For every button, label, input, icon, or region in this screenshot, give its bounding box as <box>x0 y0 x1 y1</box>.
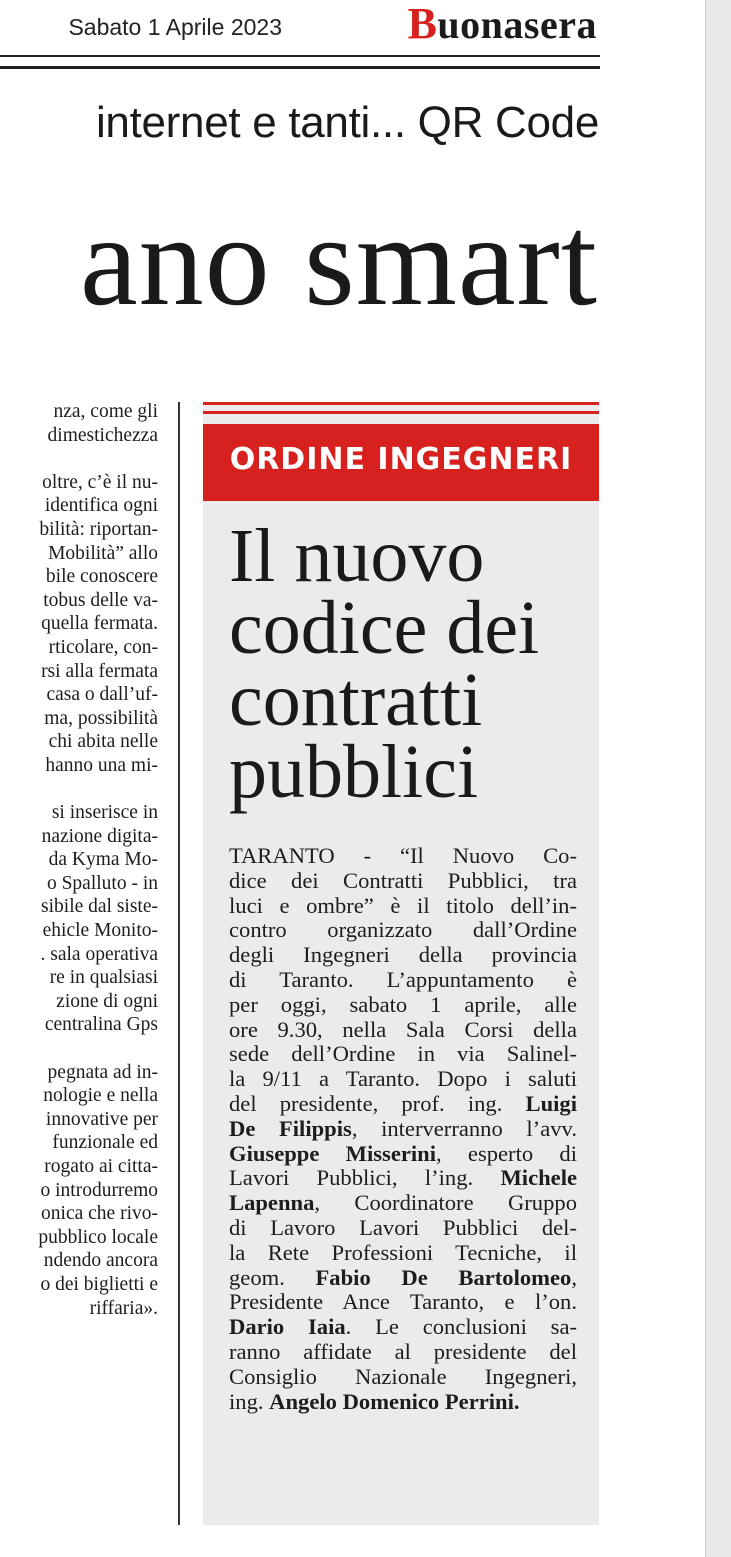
box-rule <box>203 402 599 405</box>
article-text-line: centralina Gps <box>44 1014 158 1036</box>
article-text-line: o Spalluto - in <box>46 872 158 894</box>
article-text-line: ehicle Monito- <box>42 920 158 942</box>
box-text-line: geom. Fabio De Bartolomeo, <box>229 1264 577 1290</box>
box-text-line: dice dei Contratti Pubblici, tra <box>229 867 577 893</box>
column-divider <box>178 402 180 1525</box>
article-text-line: si inserisce in <box>51 802 158 824</box>
article-text-line: chi abita nelle <box>48 731 158 753</box>
box-text-line: degli Ingegneri della provincia <box>229 942 577 968</box>
box-rule <box>203 411 599 414</box>
box-article-body <box>229 844 577 1414</box>
article-text-line: nazione digita- <box>41 825 158 847</box>
article-text-line: quella fermata. <box>41 613 158 635</box>
article-text-line: zione di ogni <box>56 990 158 1012</box>
article-text-line: oltre, c’è il nu- <box>42 471 158 493</box>
box-headline-line: pubblici <box>229 730 479 814</box>
article-text-line: identifica ogni <box>44 495 158 517</box>
article-text-line: da Kyma Mo- <box>48 849 158 871</box>
article-text-line: innovative per <box>45 1108 158 1130</box>
article-text-line: ndendo ancora <box>43 1250 158 1272</box>
box-text-line: Presidente Ance Taranto, e l’on. <box>229 1289 577 1315</box>
masthead-rule-top <box>0 55 600 57</box>
box-text-line: ranno affidate al presidente del <box>229 1338 577 1364</box>
article-text-line: o dei biglietti e <box>40 1273 158 1295</box>
article-text-line: pegnata ad in- <box>47 1061 158 1083</box>
box-text-line: contro organizzato dall’Ordine <box>229 917 577 943</box>
article-text-line: nza, come gli <box>53 401 158 422</box>
article-text-line: riffaria». <box>89 1297 158 1319</box>
box-text-line: ing. Angelo Domenico Perrini. <box>229 1388 520 1414</box>
box-headline <box>229 514 589 814</box>
article-text-line: hanno una mi- <box>45 754 158 776</box>
article-text-line: re in qualsiasi <box>49 967 158 989</box>
box-text-line: per oggi, sabato 1 aprile, alle <box>229 991 577 1017</box>
article-text-line: ma, possibilità <box>44 707 158 729</box>
article-text-line: rogato ai citta- <box>44 1156 158 1177</box>
box-text-line: Dario Iaia. Le conclusioni sa- <box>229 1314 578 1340</box>
article-text-line: bile conoscere <box>45 566 158 588</box>
section-label: ORDINE INGEGNERI <box>229 442 573 477</box>
page-edge-gutter <box>705 0 731 1557</box>
issue-date: Sabato 1 Aprile 2023 <box>68 14 282 40</box>
masthead-rule-bottom <box>0 66 600 69</box>
article-text-line: tobus delle va- <box>43 589 158 611</box>
main-article-column <box>0 400 158 1530</box>
article-kicker: internet e tanti... QR Code <box>95 98 599 147</box>
article-text-line: pubblico locale <box>38 1226 158 1248</box>
box-text-line: luci e ombre” è il titolo dell’in- <box>229 892 577 918</box>
article-text-line: o introdurremo <box>40 1179 158 1201</box>
box-text-line: De Filippis, interverranno l’avv. <box>229 1115 578 1141</box>
article-text-line: dimestichezza <box>47 424 158 446</box>
newspaper-logo: Buonasera <box>407 0 597 48</box>
box-text-line: ore 9.30, nella Sala Corsi della <box>229 1016 577 1042</box>
article-text-line: funzionale ed <box>52 1132 158 1154</box>
sidebar-box <box>203 402 599 1525</box>
box-text-line: di Lavoro Lavori Pubblici del- <box>229 1214 577 1240</box>
box-text-line: Lavori Pubblici, l’ing. Michele <box>229 1165 577 1191</box>
box-text-line: TARANTO - “Il Nuovo Co- <box>229 843 577 868</box>
masthead <box>0 0 600 70</box>
article-text-line: rticolare, con- <box>48 636 158 658</box>
article-text-line: rsi alla fermata <box>41 660 158 682</box>
section-banner <box>203 424 599 501</box>
article-text-line: onica che rivo- <box>41 1203 158 1225</box>
box-headline-line: contratti <box>229 658 483 742</box>
article-text-line: sibile dal siste- <box>41 896 158 918</box>
article-text-line: Mobilità” allo <box>48 542 158 564</box>
box-text-line: Giuseppe Misserini, esperto di <box>229 1140 577 1166</box>
box-text-line: la Rete Professioni Tecniche, il <box>229 1239 577 1265</box>
article-headline: ano smart <box>79 189 598 333</box>
box-headline-line: codice dei <box>229 586 540 670</box>
box-text-line: sede dell’Ordine in via Salinel- <box>229 1041 577 1067</box>
box-headline-line: Il nuovo <box>229 514 485 598</box>
article-text-line: casa o dall’uf- <box>46 684 158 706</box>
article-text-line: bilità: riportan- <box>39 518 158 540</box>
box-text-line: Lapenna, Coordinatore Gruppo <box>229 1190 577 1216</box>
article-text-line: nologie e nella <box>43 1085 158 1107</box>
box-text-line: la 9/11 a Taranto. Dopo i saluti <box>229 1066 577 1092</box>
article-text-line: . sala operativa <box>40 943 158 965</box>
box-text-line: Consiglio Nazionale Ingegneri, <box>229 1363 577 1389</box>
box-text-line: di Taranto. L’appuntamento è <box>229 966 577 992</box>
box-text-line: del presidente, prof. ing. Luigi <box>229 1090 577 1116</box>
